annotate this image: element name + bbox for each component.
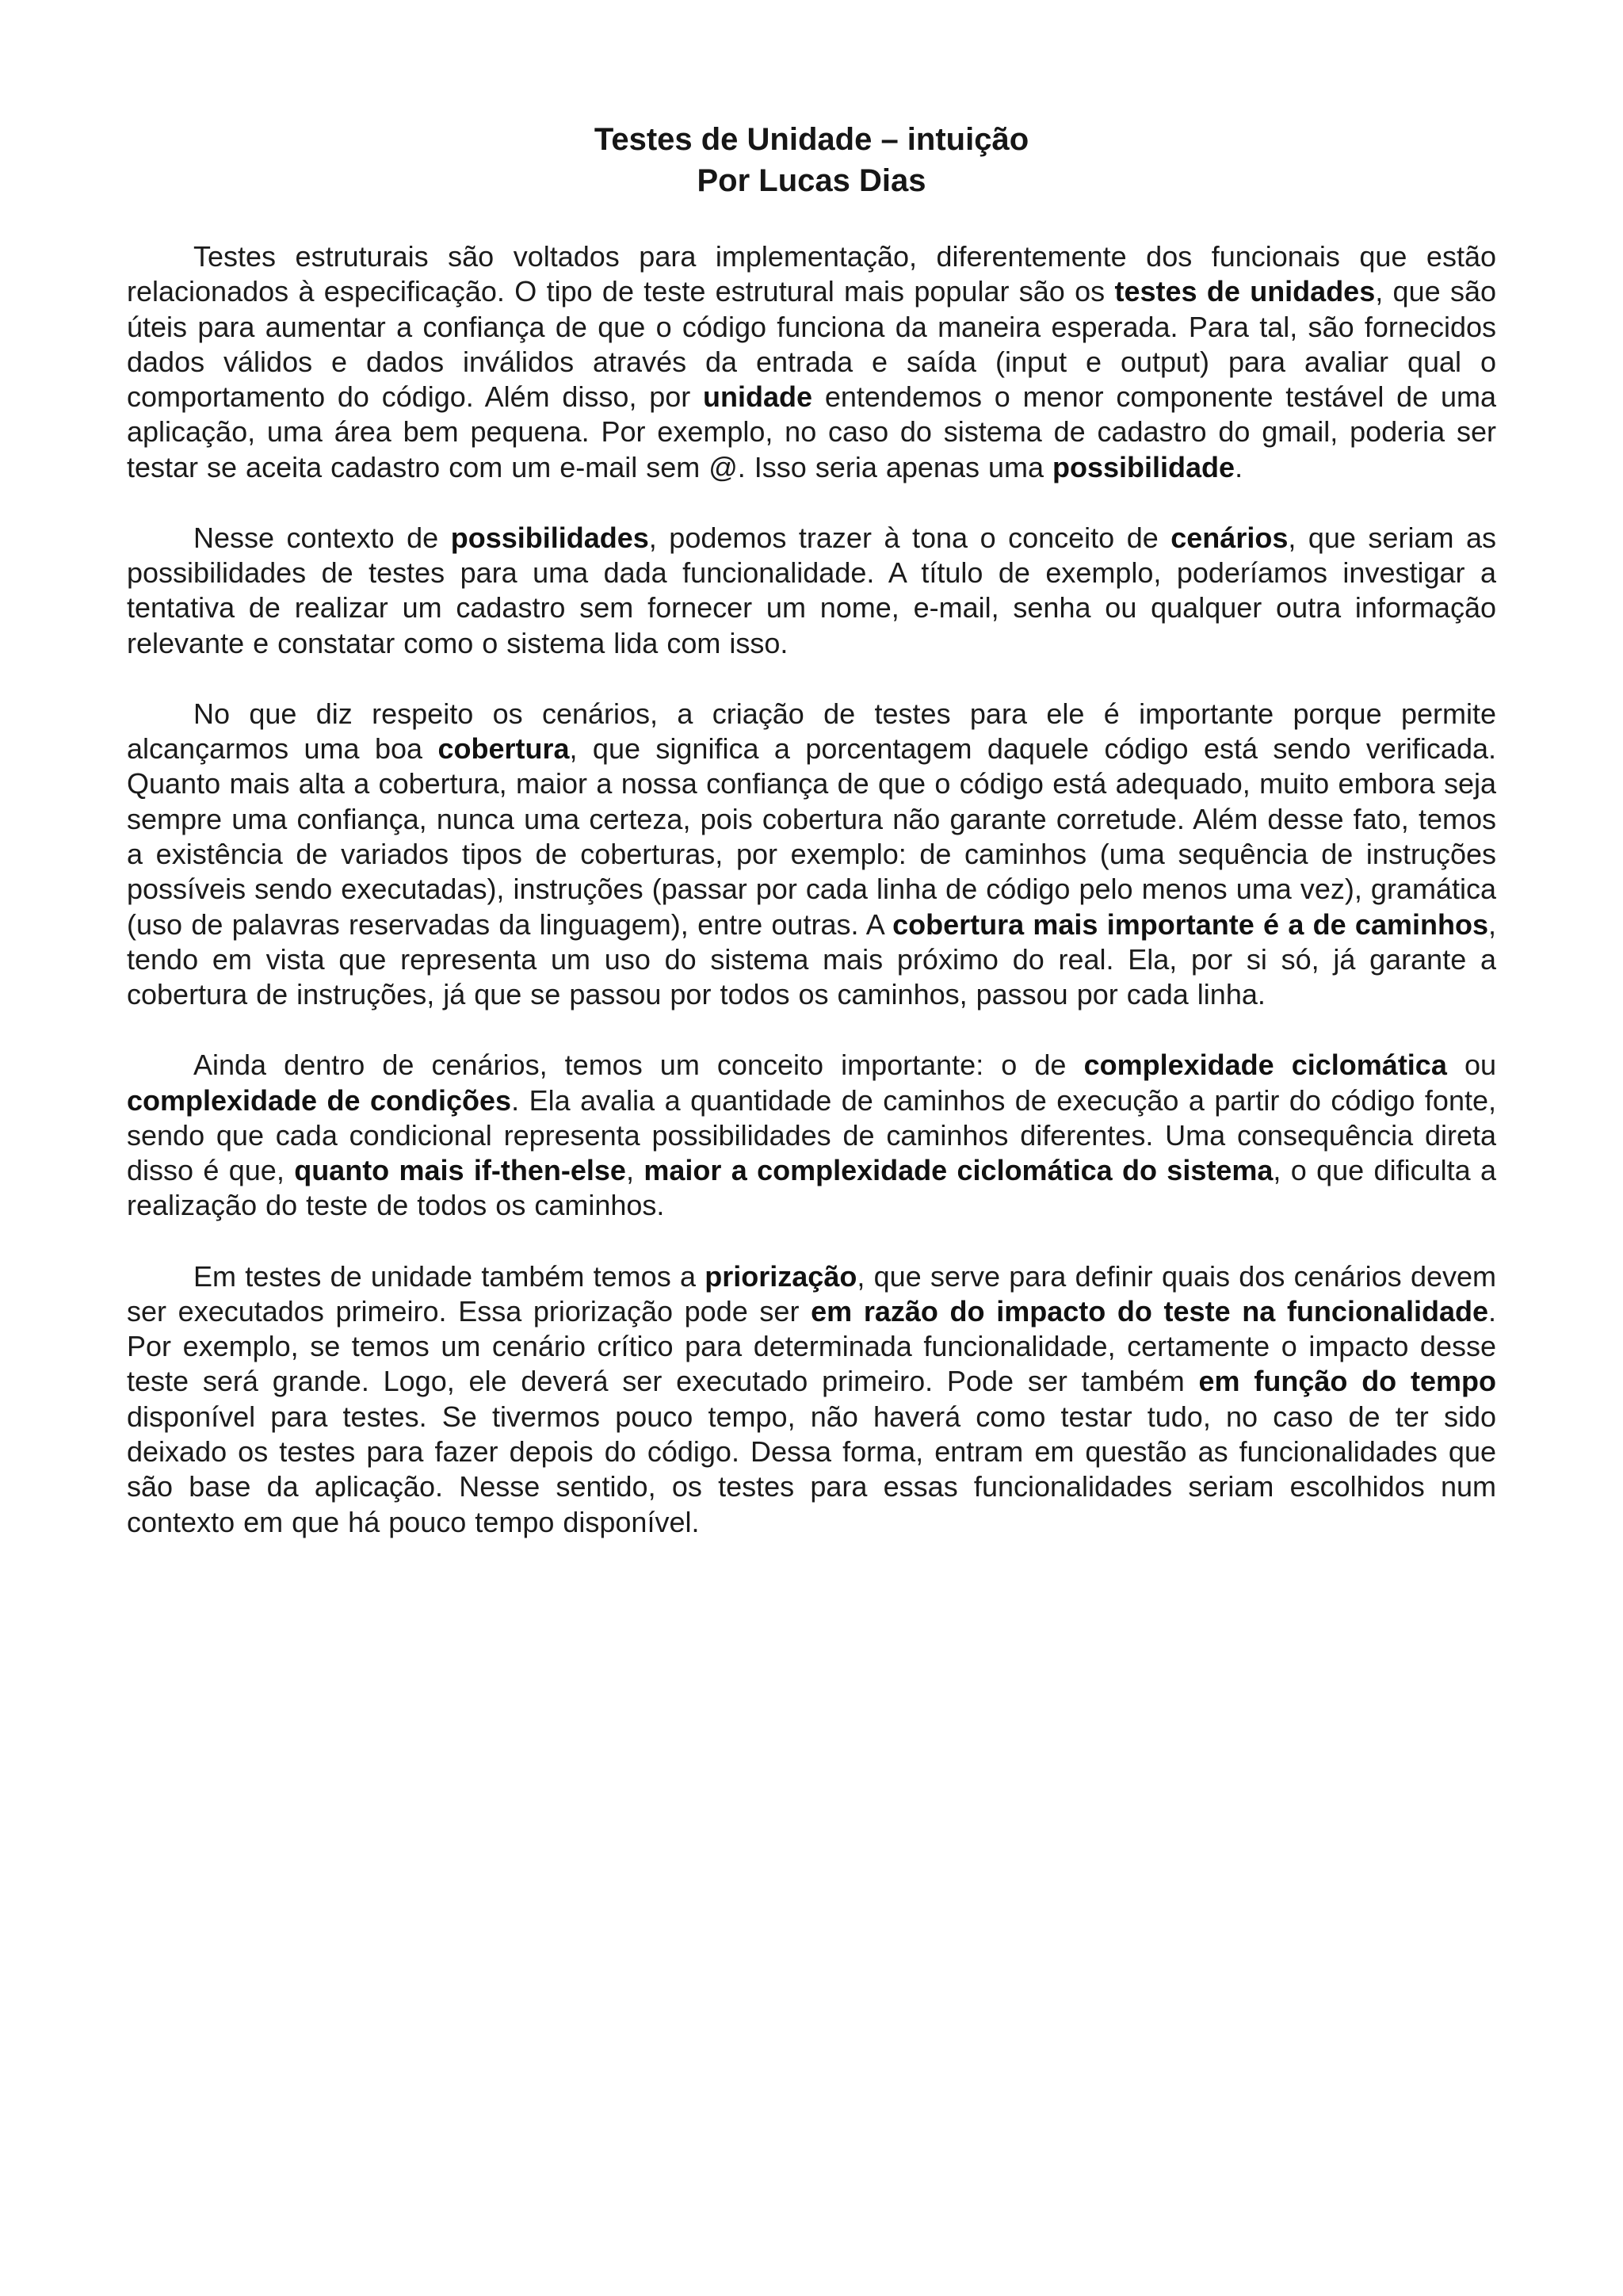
text-run: disponível para testes. Se tivermos pouco tempo, não haverá como testar tudo, no caso de ter sido deixado os testes para fazer depois do código. Dessa forma, entram em questão as funcionalidades que são base da aplicação. Nesse sentido, os testes para essas funcionalidades seriam escolhidos num contexto em que há pouco tempo disponível. [127,1400,1496,1538]
paragraph [127,521,1496,661]
bold-text-run: possibilidades [450,521,649,554]
text-run: , que seriam as possibilidades de testes para uma dada funcionalidade. A título de exemplo, poderíamos investigar a tentativa de realizar um cadastro sem fornecer um nome, e-mail, senha ou qualquer outra informação relevante e constatar como o sistema lida com isso. [127,521,1496,659]
text-run: No que diz respeito os cenários, a criação de testes para ele é importante porque permite alcançarmos uma boa [127,697,1496,766]
bold-text-run: priorização [705,1259,857,1293]
bold-text-run: maior a complexidade ciclomática do sistema [643,1154,1274,1187]
bold-text-run: cobertura [437,732,570,766]
text-run: Nesse contexto de [193,521,451,554]
bold-text-run: testes de unidades [1114,275,1376,308]
text-run: , [625,1154,644,1187]
paragraph [127,1259,1496,1540]
text-run: , tendo em vista que representa um uso do sistema mais próximo do real. Ela, por si só, já garante a cobertura de instruções, já que se passou por todos os caminhos, passou por cada linha. [127,907,1496,1011]
text-run: . [1235,450,1243,483]
text-run: , que serve para definir quais dos cenários devem ser executados primeiro. Essa priorização pode ser [127,1259,1497,1328]
text-run: ou [1446,1049,1497,1082]
paragraph [127,697,1496,1012]
document-author: Por Lucas Dias [697,163,926,198]
bold-text-run: complexidade ciclomática [1083,1049,1447,1082]
paragraph [127,239,1496,485]
text-run: Testes estruturais são voltados para implementação, diferentemente dos funcionais que estão relacionados à especificação. O tipo de teste estrutural mais popular são os [127,240,1496,308]
text-run: , que são úteis para aumentar a confiança de que o código funciona da maneira esperada. Para tal, são fornecidos dados válidos e dados inválidos através da entrada e saída (input e output) para avaliar qual o comportamento do código. Além disso, por [127,275,1496,414]
text-run: entendemos o menor componente testável de uma aplicação, uma área bem pequena. Por exemplo, no caso do sistema de cadastro do gmail, poderia ser testar se aceita cadastro com um e-mail sem @. Isso seria apenas uma [127,380,1497,483]
text-run: . Ela avalia a quantidade de caminhos de execução a partir do código fonte, sendo que cada condicional representa possibilidades de caminhos diferentes. Uma consequência direta disso é que, [127,1083,1496,1187]
bold-text-run: possibilidade [1052,450,1235,483]
document-body [127,239,1496,1540]
bold-text-run: em função do tempo [1198,1365,1496,1398]
bold-text-run: quanto mais if-then-else [294,1154,626,1187]
title-block [127,119,1496,201]
paragraph [127,1048,1496,1223]
bold-text-run: cobertura mais importante é a de caminhos [892,907,1488,941]
document-title: Testes de Unidade – intuição [594,122,1029,157]
text-run: , o que dificulta a realização do teste de todos os caminhos. [127,1154,1496,1222]
text-run: , que significa a porcentagem daquele código está sendo verificada. Quanto mais alta a cobertura, maior a nossa confiança de que o código está adequado, muito embora seja sempre uma confiança, nunca uma certeza, pois cobertura não garante corretude. Além desse fato, temos a existência de variados tipos de coberturas, por exemplo: de caminhos (uma sequência de instruções possíveis sendo executadas), instruções (passar por cada linha de código pelo menos uma vez), gramática (uso de palavras reservadas da linguagem), entre outras. A [127,732,1496,941]
text-run: Ainda dentro de cenários, temos um conceito importante: o de [193,1049,1084,1082]
bold-text-run: complexidade de condições [127,1083,512,1117]
text-run: Em testes de unidade também temos a [193,1259,705,1293]
text-run: , podemos trazer à tona o conceito de [648,521,1171,554]
text-run: . Por exemplo, se temos um cenário crítico para determinada funcionalidade, certamente o impacto desse teste será grande. Logo, ele deverá ser executado primeiro. Pode ser também [127,1294,1496,1398]
bold-text-run: cenários [1170,521,1289,554]
bold-text-run: unidade [703,380,813,414]
bold-text-run: em razão do impacto do teste na funcionalidade [811,1294,1488,1328]
